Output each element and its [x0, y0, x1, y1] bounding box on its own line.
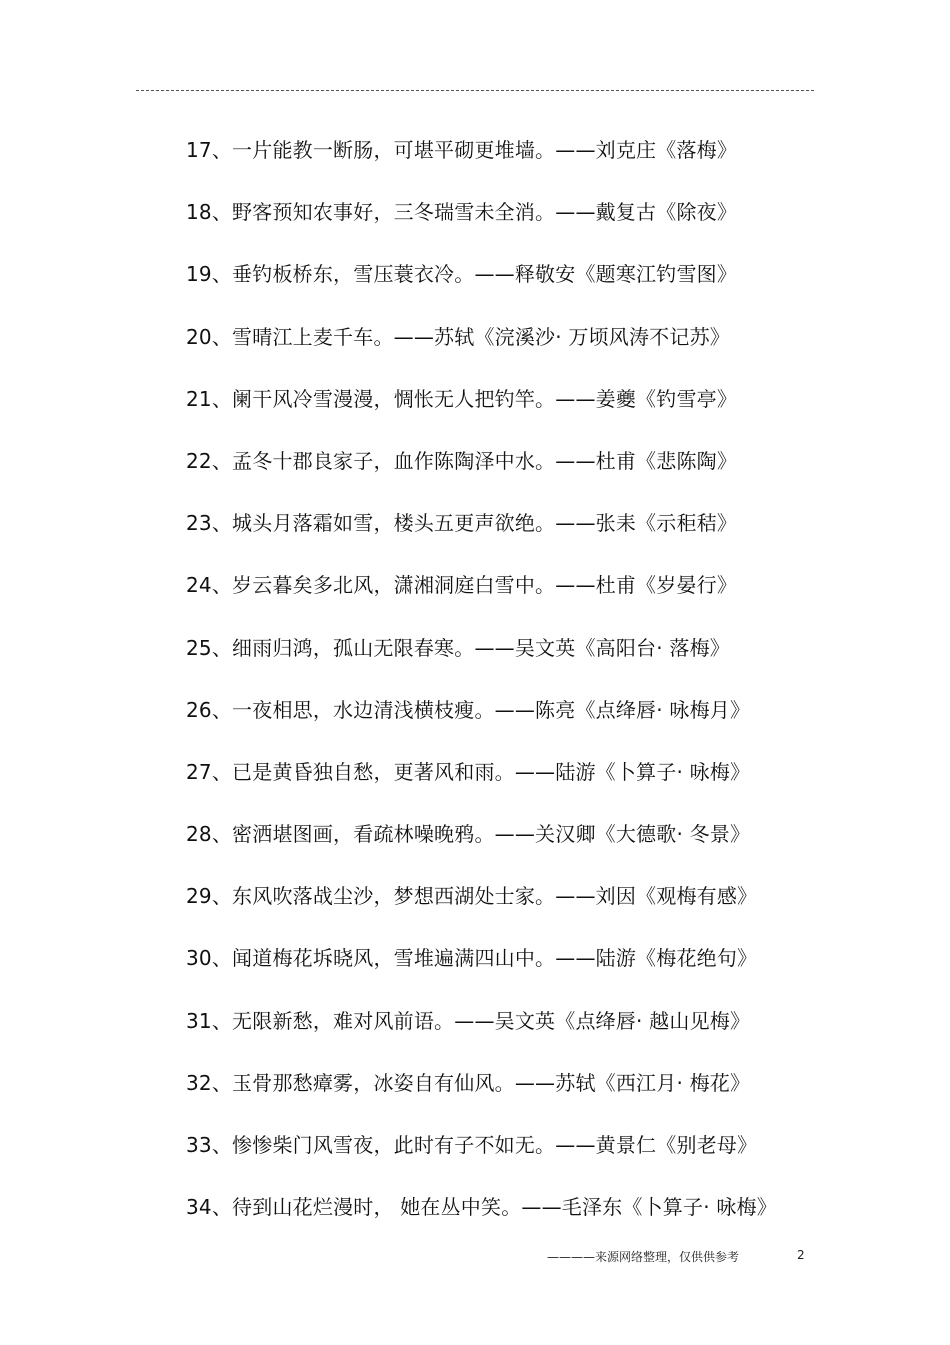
poem-line: 29、东风吹落战尘沙，梦想西湖处士家。——刘因《观梅有感》: [186, 884, 758, 909]
poem-line: 32、玉骨那愁瘴雾，冰姿自有仙风。——苏轼《西江月· 梅花》: [186, 1070, 751, 1095]
poem-line: 22、孟冬十郡良家子，血作陈陶泽中水。——杜甫《悲陈陶》: [186, 448, 738, 473]
poem-line: 33、惨惨柴门风雪夜，此时有子不如无。——黄景仁《别老母》: [186, 1133, 758, 1157]
poem-line: 26、一夜相思，水边清浅横枝瘦。——陈亮《点绛唇· 咏梅月》: [186, 697, 751, 722]
poem-line: 27、已是黄昏独自愁，更著风和雨。——陆游《卜算子· 咏梅》: [186, 759, 751, 784]
poem-line: 28、密洒堪图画，看疏林噪晚鸦。——关汉卿《大德歌· 冬景》: [186, 822, 751, 847]
poem-line-list: [186, 134, 846, 1253]
poem-line: 25、细雨归鸿，孤山无限春寒。——吴文英《高阳台· 落梅》: [186, 635, 730, 660]
page-number: 2: [797, 1248, 805, 1262]
poem-line: 30、闻道梅花坼晓风，雪堆遍满四山中。——陆游《梅花绝句》: [186, 946, 758, 971]
poem-line: 17、一片能教一断肠，可堪平砌更堆墙。——刘克庄《落梅》: [186, 138, 738, 162]
page-footer: [0, 1248, 950, 1268]
footer-source-note: ————来源网络整理，仅供供参考: [547, 1250, 740, 1264]
poem-line: 19、垂钓板桥东，雪压蓑衣冷。——释敬安《题寒江钓雪图》: [186, 262, 738, 287]
poem-line: 21、阑干风冷雪漫漫，惆怅无人把钓竿。——姜夔《钓雪亭》: [186, 386, 738, 411]
poem-line: 34、待到山花烂漫时， 她在丛中笑。——毛泽东《卜算子· 咏梅》: [186, 1195, 777, 1220]
poem-line: 20、雪晴江上麦千车。——苏轼《浣溪沙· 万顷风涛不记苏》: [186, 324, 730, 349]
poem-line: 23、城头月落霜如雪，楼头五更声欲绝。——张耒《示秬秸》: [186, 511, 738, 536]
poem-line: 18、野客预知农事好，三冬瑞雪未全消。——戴复古《除夜》: [186, 200, 738, 225]
poem-line: 24、岁云暮矣多北风，潇湘洞庭白雪中。——杜甫《岁晏行》: [186, 573, 738, 598]
poem-line: 31、无限新愁，难对风前语。——吴文英《点绛唇· 越山见梅》: [186, 1008, 751, 1033]
header-divider: [136, 90, 814, 91]
